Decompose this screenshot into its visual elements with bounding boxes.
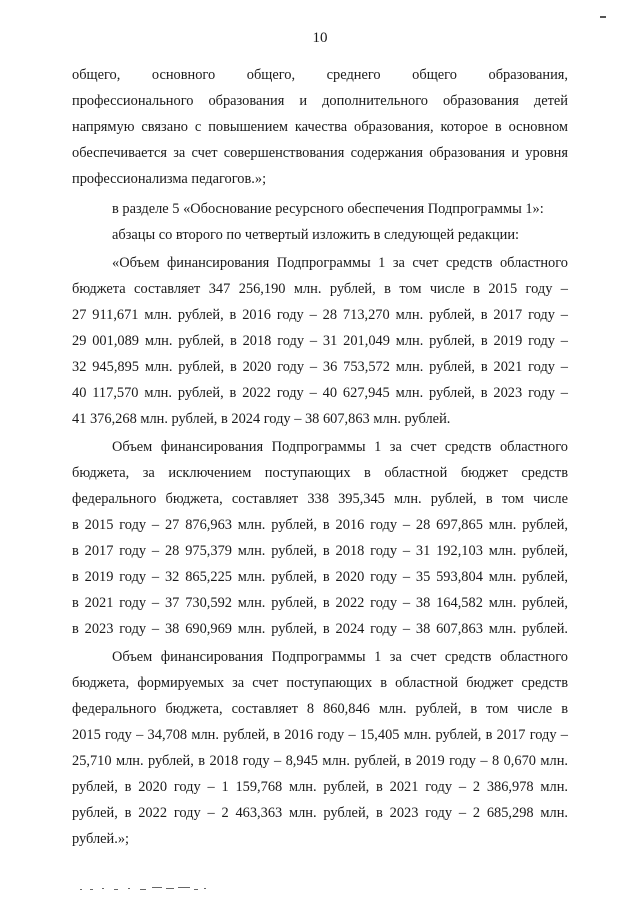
text-line: в 2017 году – 28 975,379 млн. рублей, в 2018 году – 31 192,103 млн. рублей, [72,543,568,559]
text-line: бюджета составляет 347 256,190 млн. рублей, в том числе в 2015 году – [72,281,568,297]
text-line: 29 001,089 млн. рублей, в 2018 году – 31 201,049 млн. рублей, в 2019 году – [72,333,568,349]
text-line: Объем финансирования Подпрограммы 1 за счет средств областного [112,439,568,455]
text-line: рублей, в 2022 году – 2 463,363 млн. рублей, в 2023 году – 2 685,298 млн. [72,805,568,821]
text-line: в 2021 году – 37 730,592 млн. рублей, в 2022 году – 38 164,582 млн. рублей, [72,595,568,611]
paragraph-instruction [72,222,568,248]
scan-artifact-mark [600,16,606,18]
text-line: Объем финансирования Подпрограммы 1 за счет средств областного [112,649,568,665]
text-line: рублей, в 2020 году – 1 159,768 млн. рублей, в 2021 году – 2 386,978 млн. [72,779,568,795]
text-line: 25,710 млн. рублей, в 2018 году – 8,945 млн. рублей, в 2019 году – 8 0,670 млн. [72,753,568,769]
text-line: 2015 году – 34,708 млн. рублей, в 2016 году – 15,405 млн. рублей, в 2017 году – [72,727,568,743]
text-line: бюджета, за исключением поступающих в областной бюджет средств [72,465,568,481]
text-line: профессионализма педагогов.»; [72,171,267,187]
text-line: бюджета, формируемых за счет поступающих в областной бюджет средств [72,675,568,691]
scan-footer-artifact [80,885,280,893]
text-line: профессионального образования и дополнительного образования детей [72,93,568,109]
text-line: рублей.»; [72,831,130,847]
document-body [72,62,568,852]
text-line: федерального бюджета, составляет 338 395,345 млн. рублей, в том числе [72,491,568,507]
text-line: в 2019 году – 32 865,225 млн. рублей, в 2020 году – 35 593,804 млн. рублей, [72,569,568,585]
text-line: 41 376,268 млн. рублей, в 2024 году – 38 607,863 млн. рублей. [72,411,451,427]
page-number: 10 [312,30,328,46]
text-line: федерального бюджета, составляет 8 860,846 млн. рублей, в том числе в [72,701,568,717]
text-line: в разделе 5 «Обоснование ресурсного обеспечения Подпрограммы 1»: [112,201,544,217]
paragraph-continuation [72,62,568,192]
text-line: 40 117,570 млн. рублей, в 2022 году – 40 627,945 млн. рублей, в 2023 году – [72,385,568,401]
text-line: в 2023 году – 38 690,969 млн. рублей, в 2024 году – 38 607,863 млн. рублей. [72,621,568,637]
text-line: обеспечивается за счет совершенствования содержания образования и уровня [72,145,568,161]
text-line: 32 945,895 млн. рублей, в 2020 году – 36 753,572 млн. рублей, в 2021 году – [72,359,568,375]
text-line: абзацы со второго по четвертый изложить в следующей редакции: [112,227,520,243]
text-line: 27 911,671 млн. рублей, в 2016 году – 28 713,270 млн. рублей, в 2017 году – [72,307,568,323]
paragraph-section-5 [72,196,568,222]
paragraph-regional-funding [72,434,568,642]
text-line: «Объем финансирования Подпрограммы 1 за счет средств областного [112,255,568,271]
text-line: напрямую связано с повышением качества образования, которое в основном [72,119,568,135]
paragraph-total-funding [72,250,568,432]
text-line: в 2015 году – 27 876,963 млн. рублей, в 2016 году – 28 697,865 млн. рублей, [72,517,568,533]
text-line: общего, основного общего, среднего общего образования, [72,67,568,83]
paragraph-federal-funding [72,644,568,852]
